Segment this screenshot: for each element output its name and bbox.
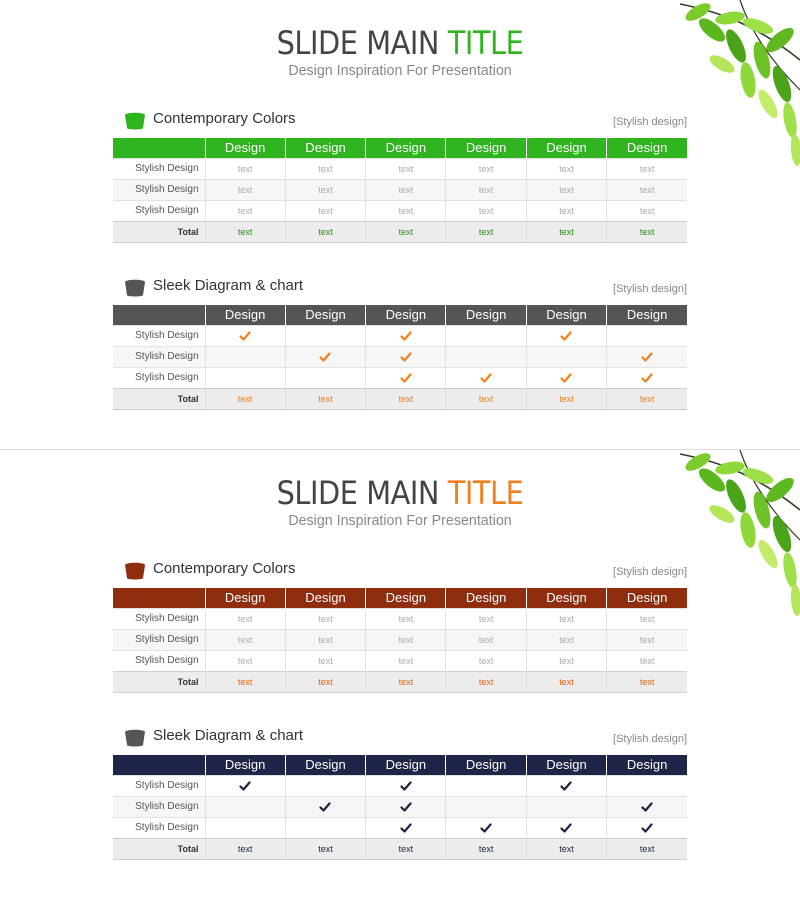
total-cell: text [285,221,365,242]
row-label: Stylish Design [113,325,205,346]
row-label: Stylish Design [113,775,205,796]
check-cell [366,796,446,817]
total-row [113,388,687,409]
table-cell: text [366,629,446,650]
table-cell: text [366,179,446,200]
table-row [113,796,687,817]
total-cell: text [446,838,526,859]
table-row [113,179,687,200]
section-note: [Stylish design] [613,116,687,128]
checkmark-icon [400,330,412,342]
bucket-icon [123,112,147,130]
total-cell: text [285,671,365,692]
table-cell: text [446,158,526,179]
check-cell [366,367,446,388]
table-cell: text [526,629,606,650]
checkmark-icon [641,372,653,384]
total-cell: text [366,838,446,859]
table-row [113,367,687,388]
table-cell: text [607,179,687,200]
check-cell [607,367,687,388]
checkmark-icon [480,822,492,834]
section-contemporary-colors [113,556,687,693]
bucket-icon [123,562,147,580]
check-cell [366,325,446,346]
total-label: Total [113,671,205,692]
check-cell [285,775,365,796]
total-cell: text [446,388,526,409]
section-title: Contemporary Colors [153,110,296,127]
section-header [113,106,687,132]
total-cell: text [205,671,285,692]
check-cell [366,346,446,367]
column-header: Design [205,305,285,325]
check-cell [285,796,365,817]
table-row [113,200,687,221]
column-header: Design [205,138,285,158]
check-cell [285,346,365,367]
column-header: Design [366,755,446,775]
title-accent: TITLE [447,474,524,512]
table-cell: text [607,200,687,221]
table-cell: text [205,179,285,200]
column-header: Design [526,588,606,608]
table-row [113,325,687,346]
column-header: Design [607,305,687,325]
section-note: [Stylish design] [613,283,687,295]
check-cell [526,796,606,817]
column-header: Design [285,755,365,775]
total-cell: text [285,838,365,859]
total-cell: text [607,671,687,692]
checkmark-icon [560,372,572,384]
section-title: Contemporary Colors [153,560,296,577]
check-cell [446,346,526,367]
table-row [113,775,687,796]
total-cell: text [526,221,606,242]
check-table [113,755,687,860]
check-cell [285,367,365,388]
total-cell: text [366,671,446,692]
column-header: Design [607,138,687,158]
table-cell: text [205,158,285,179]
check-cell [446,796,526,817]
bucket-icon [123,729,147,747]
check-cell [205,367,285,388]
table-cell: text [366,608,446,629]
table-header-row [113,305,687,325]
column-header: Design [526,138,606,158]
check-cell [607,796,687,817]
title-main: SLIDE MAIN [276,24,448,62]
column-header: Design [446,305,526,325]
total-cell: text [285,388,365,409]
table-cell: text [607,158,687,179]
column-header: Design [446,588,526,608]
table-cell: text [446,650,526,671]
column-header: Design [366,588,446,608]
header-corner [113,755,205,775]
row-label: Stylish Design [113,608,205,629]
data-table [113,138,687,243]
header-corner [113,305,205,325]
table-header-row [113,138,687,158]
row-label: Stylish Design [113,629,205,650]
section-contemporary-colors [113,106,687,243]
total-cell: text [526,838,606,859]
check-cell [205,775,285,796]
total-cell: text [205,838,285,859]
checkmark-icon [400,801,412,813]
table-cell: text [526,158,606,179]
row-label: Stylish Design [113,158,205,179]
checkmark-icon [560,330,572,342]
column-header: Design [607,588,687,608]
total-cell: text [446,671,526,692]
check-table [113,305,687,410]
row-label: Stylish Design [113,796,205,817]
row-label: Stylish Design [113,367,205,388]
section-sleek-diagram [113,723,687,860]
total-label: Total [113,221,205,242]
table-cell: text [607,650,687,671]
row-label: Stylish Design [113,650,205,671]
check-cell [607,325,687,346]
check-cell [526,346,606,367]
check-cell [526,367,606,388]
table-cell: text [285,608,365,629]
checkmark-icon [560,780,572,792]
table-cell: text [285,200,365,221]
total-cell: text [607,388,687,409]
column-header: Design [285,138,365,158]
table-cell: text [285,650,365,671]
table-row [113,346,687,367]
table-cell: text [366,158,446,179]
slide-2 [0,450,800,900]
checkmark-icon [239,780,251,792]
checkmark-icon [319,801,331,813]
column-header: Design [446,755,526,775]
checkmark-icon [400,372,412,384]
check-cell [446,325,526,346]
table-row [113,817,687,838]
column-header: Design [366,305,446,325]
table-cell: text [366,200,446,221]
section-title: Sleek Diagram & chart [153,727,304,744]
header-corner [113,588,205,608]
section-header [113,723,687,749]
section-header [113,273,687,299]
total-cell: text [366,388,446,409]
title-main: SLIDE MAIN [276,474,448,512]
column-header: Design [285,588,365,608]
checkmark-icon [319,351,331,363]
table-cell: text [366,650,446,671]
table-cell: text [446,629,526,650]
column-header: Design [285,305,365,325]
section-title: Sleek Diagram & chart [153,277,304,294]
column-header: Design [205,588,285,608]
total-cell: text [366,221,446,242]
table-cell: text [446,200,526,221]
slide-title [40,24,760,62]
checkmark-icon [239,330,251,342]
column-header: Design [205,755,285,775]
table-cell: text [205,200,285,221]
table-cell: text [446,179,526,200]
total-cell: text [607,221,687,242]
table-cell: text [205,650,285,671]
check-cell [205,325,285,346]
slide-subtitle: Design Inspiration For Presentation [288,62,512,79]
checkmark-icon [560,822,572,834]
total-cell: text [526,388,606,409]
total-cell: text [446,221,526,242]
table-cell: text [526,200,606,221]
check-cell [446,367,526,388]
table-cell: text [205,629,285,650]
column-header: Design [366,138,446,158]
section-sleek-diagram [113,273,687,410]
check-cell [607,775,687,796]
column-header: Design [526,755,606,775]
check-cell [285,817,365,838]
checkmark-icon [480,372,492,384]
check-cell [366,775,446,796]
check-cell [285,325,365,346]
total-label: Total [113,388,205,409]
table-cell: text [526,608,606,629]
table-header-row [113,588,687,608]
slide-title [40,474,760,512]
table-cell: text [607,608,687,629]
table-cell: text [285,158,365,179]
total-cell: text [205,388,285,409]
check-cell [366,817,446,838]
check-cell [446,817,526,838]
check-cell [205,796,285,817]
check-cell [526,775,606,796]
bucket-icon [123,279,147,297]
section-header [113,556,687,582]
column-header: Design [446,138,526,158]
table-row [113,158,687,179]
row-label: Stylish Design [113,179,205,200]
check-cell [205,817,285,838]
checkmark-icon [641,822,653,834]
total-cell: text [205,221,285,242]
check-cell [526,817,606,838]
table-row [113,650,687,671]
section-note: [Stylish design] [613,733,687,745]
table-header-row [113,755,687,775]
table-cell: text [446,608,526,629]
checkmark-icon [400,822,412,834]
total-cell: text [607,838,687,859]
total-row [113,671,687,692]
table-cell: text [526,650,606,671]
total-row [113,838,687,859]
total-row [113,221,687,242]
checkmark-icon [641,351,653,363]
section-note: [Stylish design] [613,566,687,578]
row-label: Stylish Design [113,817,205,838]
checkmark-icon [400,351,412,363]
table-cell: text [285,629,365,650]
column-header: Design [607,755,687,775]
slide-subtitle: Design Inspiration For Presentation [288,512,512,529]
total-cell: text [526,671,606,692]
checkmark-icon [641,801,653,813]
data-table [113,588,687,693]
check-cell [205,346,285,367]
table-cell: text [205,608,285,629]
check-cell [607,346,687,367]
row-label: Stylish Design [113,346,205,367]
check-cell [526,325,606,346]
check-cell [446,775,526,796]
table-cell: text [526,179,606,200]
title-accent: TITLE [447,24,524,62]
table-row [113,608,687,629]
column-header: Design [526,305,606,325]
total-label: Total [113,838,205,859]
table-cell: text [285,179,365,200]
row-label: Stylish Design [113,200,205,221]
check-cell [607,817,687,838]
table-row [113,629,687,650]
header-corner [113,138,205,158]
table-cell: text [607,629,687,650]
checkmark-icon [400,780,412,792]
